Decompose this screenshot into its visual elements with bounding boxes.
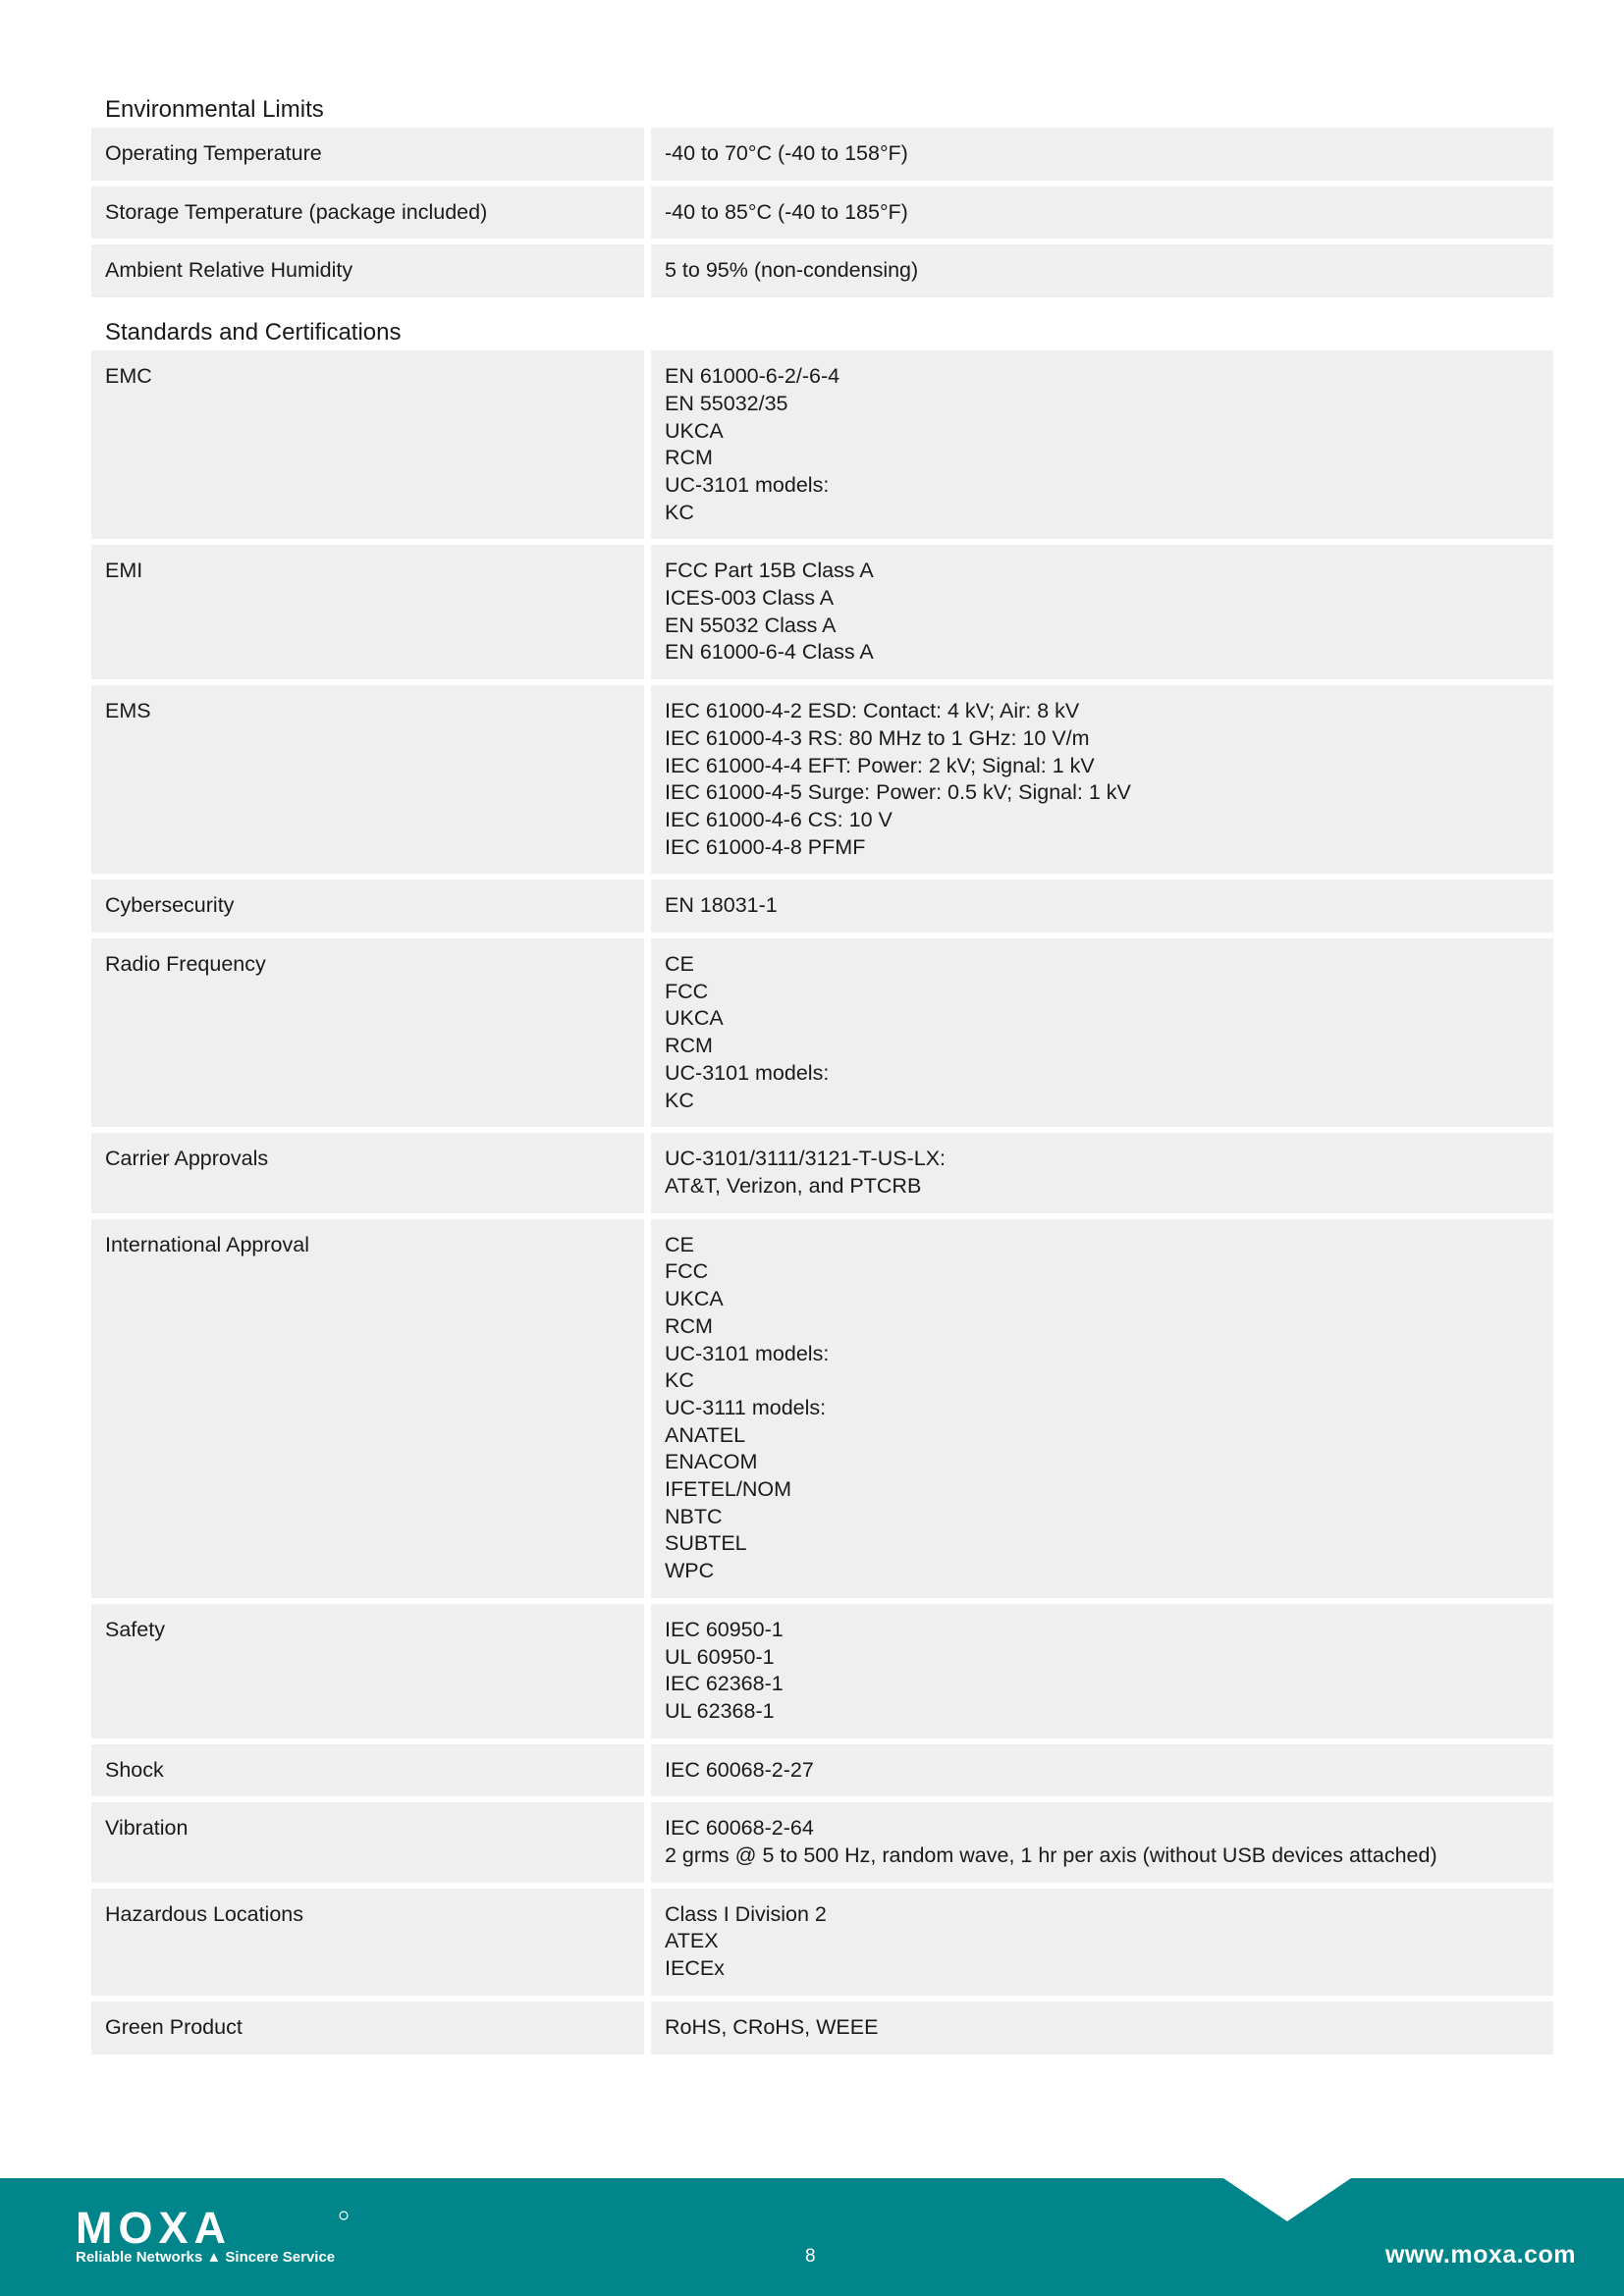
spec-value-line: IEC 61000-4-8 PFMF (665, 834, 866, 859)
spec-value-line: ENACOM (665, 1450, 758, 1474)
spec-value-line: 5 to 95% (non-condensing) (665, 258, 919, 283)
spec-value-line: UKCA (665, 1006, 724, 1031)
spec-value-line: IEC 60068-2-27 (665, 1757, 814, 1782)
spec-value-line: RoHS, CRoHS, WEEE (665, 2014, 879, 2039)
spec-value-line: IFETEL/NOM (665, 1477, 792, 1502)
spec-value-line: NBTC (665, 1504, 723, 1528)
spec-label: Storage Temperature (package included) (91, 187, 651, 240)
spec-label: Vibration (91, 1802, 651, 1882)
spec-value-line: ANATEL (665, 1422, 746, 1447)
spec-label: EMI (91, 545, 651, 679)
spec-row (91, 187, 1553, 240)
spec-row (91, 1133, 1553, 1212)
spec-value-line: FCC (665, 1259, 709, 1284)
spec-value (651, 187, 1553, 240)
spec-row (91, 1744, 1553, 1797)
spec-label: Cybersecurity (91, 880, 651, 933)
spec-value-line: IEC 61000-4-2 ESD: Contact: 4 kV; Air: 8 kV (665, 699, 1080, 723)
spec-value (651, 128, 1553, 181)
page-number: 8 (805, 2246, 816, 2267)
spec-value-line: IEC 61000-4-6 CS: 10 V (665, 807, 893, 831)
spec-value-line: RCM (665, 1034, 713, 1058)
spec-value-line: FCC Part 15B Class A (665, 559, 874, 583)
spec-row (91, 1889, 1553, 1996)
spec-label: Carrier Approvals (91, 1133, 651, 1212)
footer-notch-shape (1223, 2178, 1351, 2221)
spec-value-line: UC-3101 models: (665, 1060, 830, 1085)
spec-value-line: WPC (665, 1559, 715, 1583)
spec-value-line: CE (665, 1232, 694, 1256)
spec-label: Radio Frequency (91, 938, 651, 1127)
spec-table (91, 122, 1553, 303)
spec-row (91, 2002, 1553, 2055)
spec-row (91, 880, 1553, 933)
spec-value-line: CE (665, 952, 694, 977)
spec-value-line: IEC 60950-1 (665, 1617, 784, 1641)
spec-value-line: UL 62368-1 (665, 1698, 775, 1723)
spec-row (91, 244, 1553, 297)
spec-value-line: ATEX (665, 1929, 719, 1953)
spec-value (651, 938, 1553, 1127)
spec-value-line: UC-3101 models: (665, 1341, 830, 1365)
brand-tagline: Reliable Networks ▲ Sincere Service (76, 2249, 336, 2266)
spec-value-line: -40 to 70°C (-40 to 158°F) (665, 141, 908, 165)
spec-row (91, 938, 1553, 1127)
spec-label: International Approval (91, 1219, 651, 1598)
spec-row (91, 1219, 1553, 1598)
spec-value (651, 1604, 1553, 1738)
spec-value-line: 2 grms @ 5 to 500 Hz, random wave, 1 hr per axis (without USB devices attached) (665, 1843, 1437, 1868)
spec-value-line: IEC 61000-4-5 Surge: Power: 0.5 kV; Signal: 1 kV (665, 780, 1131, 805)
spec-value-line: EN 61000-6-4 Class A (665, 640, 874, 665)
spec-label: Hazardous Locations (91, 1889, 651, 1996)
spec-value-line: ICES-003 Class A (665, 586, 835, 611)
spec-value-line: RCM (665, 1313, 713, 1338)
spec-value-line: UC-3111 models: (665, 1395, 827, 1419)
spec-value-line: UC-3101 models: (665, 472, 830, 497)
spec-row (91, 545, 1553, 679)
spec-value (651, 244, 1553, 297)
spec-row (91, 1802, 1553, 1882)
spec-value (651, 880, 1553, 933)
spec-value-line: Class I Division 2 (665, 1901, 827, 1926)
spec-value-line: IEC 61000-4-3 RS: 80 MHz to 1 GHz: 10 V/m (665, 725, 1090, 750)
spec-label: Operating Temperature (91, 128, 651, 181)
spec-value (651, 545, 1553, 679)
spec-value-line: KC (665, 500, 694, 524)
spec-row (91, 685, 1553, 874)
spec-value-line: IEC 61000-4-4 EFT: Power: 2 kV; Signal: 1 kV (665, 753, 1095, 777)
spec-value (651, 2002, 1553, 2055)
moxa-logo-text: MOXA (76, 2210, 232, 2249)
moxa-logo (76, 2210, 351, 2249)
spec-value-line: EN 55032 Class A (665, 613, 837, 637)
spec-value-line: KC (665, 1368, 694, 1393)
spec-label: Shock (91, 1744, 651, 1797)
spec-label: Green Product (91, 2002, 651, 2055)
spec-value (651, 1802, 1553, 1882)
spec-value-line: KC (665, 1088, 694, 1112)
spec-value-line: UKCA (665, 418, 724, 443)
spec-value (651, 1133, 1553, 1212)
spec-label: EMS (91, 685, 651, 874)
spec-value-line: AT&T, Verizon, and PTCRB (665, 1173, 922, 1198)
spec-label: Ambient Relative Humidity (91, 244, 651, 297)
spec-value-line: EN 61000-6-2/-6-4 (665, 364, 840, 389)
spec-value-line: UL 60950-1 (665, 1644, 775, 1669)
spec-value-line: RCM (665, 446, 713, 470)
website-link[interactable]: www.moxa.com (1384, 2241, 1576, 2269)
spec-value-line: UKCA (665, 1287, 724, 1311)
spec-label: EMC (91, 350, 651, 539)
spec-content (91, 88, 1553, 2060)
spec-row (91, 1604, 1553, 1738)
spec-value-line: EN 18031-1 (665, 893, 778, 918)
spec-value-line: EN 55032/35 (665, 391, 788, 415)
spec-value-line: SUBTEL (665, 1531, 747, 1556)
spec-value-line: IEC 62368-1 (665, 1672, 784, 1696)
section-title: Environmental Limits (105, 96, 324, 123)
spec-value (651, 1889, 1553, 1996)
spec-value-line: IECEx (665, 1956, 725, 1981)
spec-value-line: UC-3101/3111/3121-T-US-LX: (665, 1147, 947, 1171)
spec-value-line: -40 to 85°C (-40 to 185°F) (665, 199, 908, 224)
spec-value (651, 1219, 1553, 1598)
spec-value-line: IEC 60068-2-64 (665, 1816, 814, 1841)
spec-value-line: FCC (665, 979, 709, 1003)
spec-label: Safety (91, 1604, 651, 1738)
spec-row (91, 350, 1553, 539)
spec-table (91, 345, 1553, 2059)
spec-value (651, 350, 1553, 539)
spec-row (91, 128, 1553, 181)
spec-value (651, 1744, 1553, 1797)
section-title: Standards and Certifications (105, 319, 402, 347)
spec-value (651, 685, 1553, 874)
